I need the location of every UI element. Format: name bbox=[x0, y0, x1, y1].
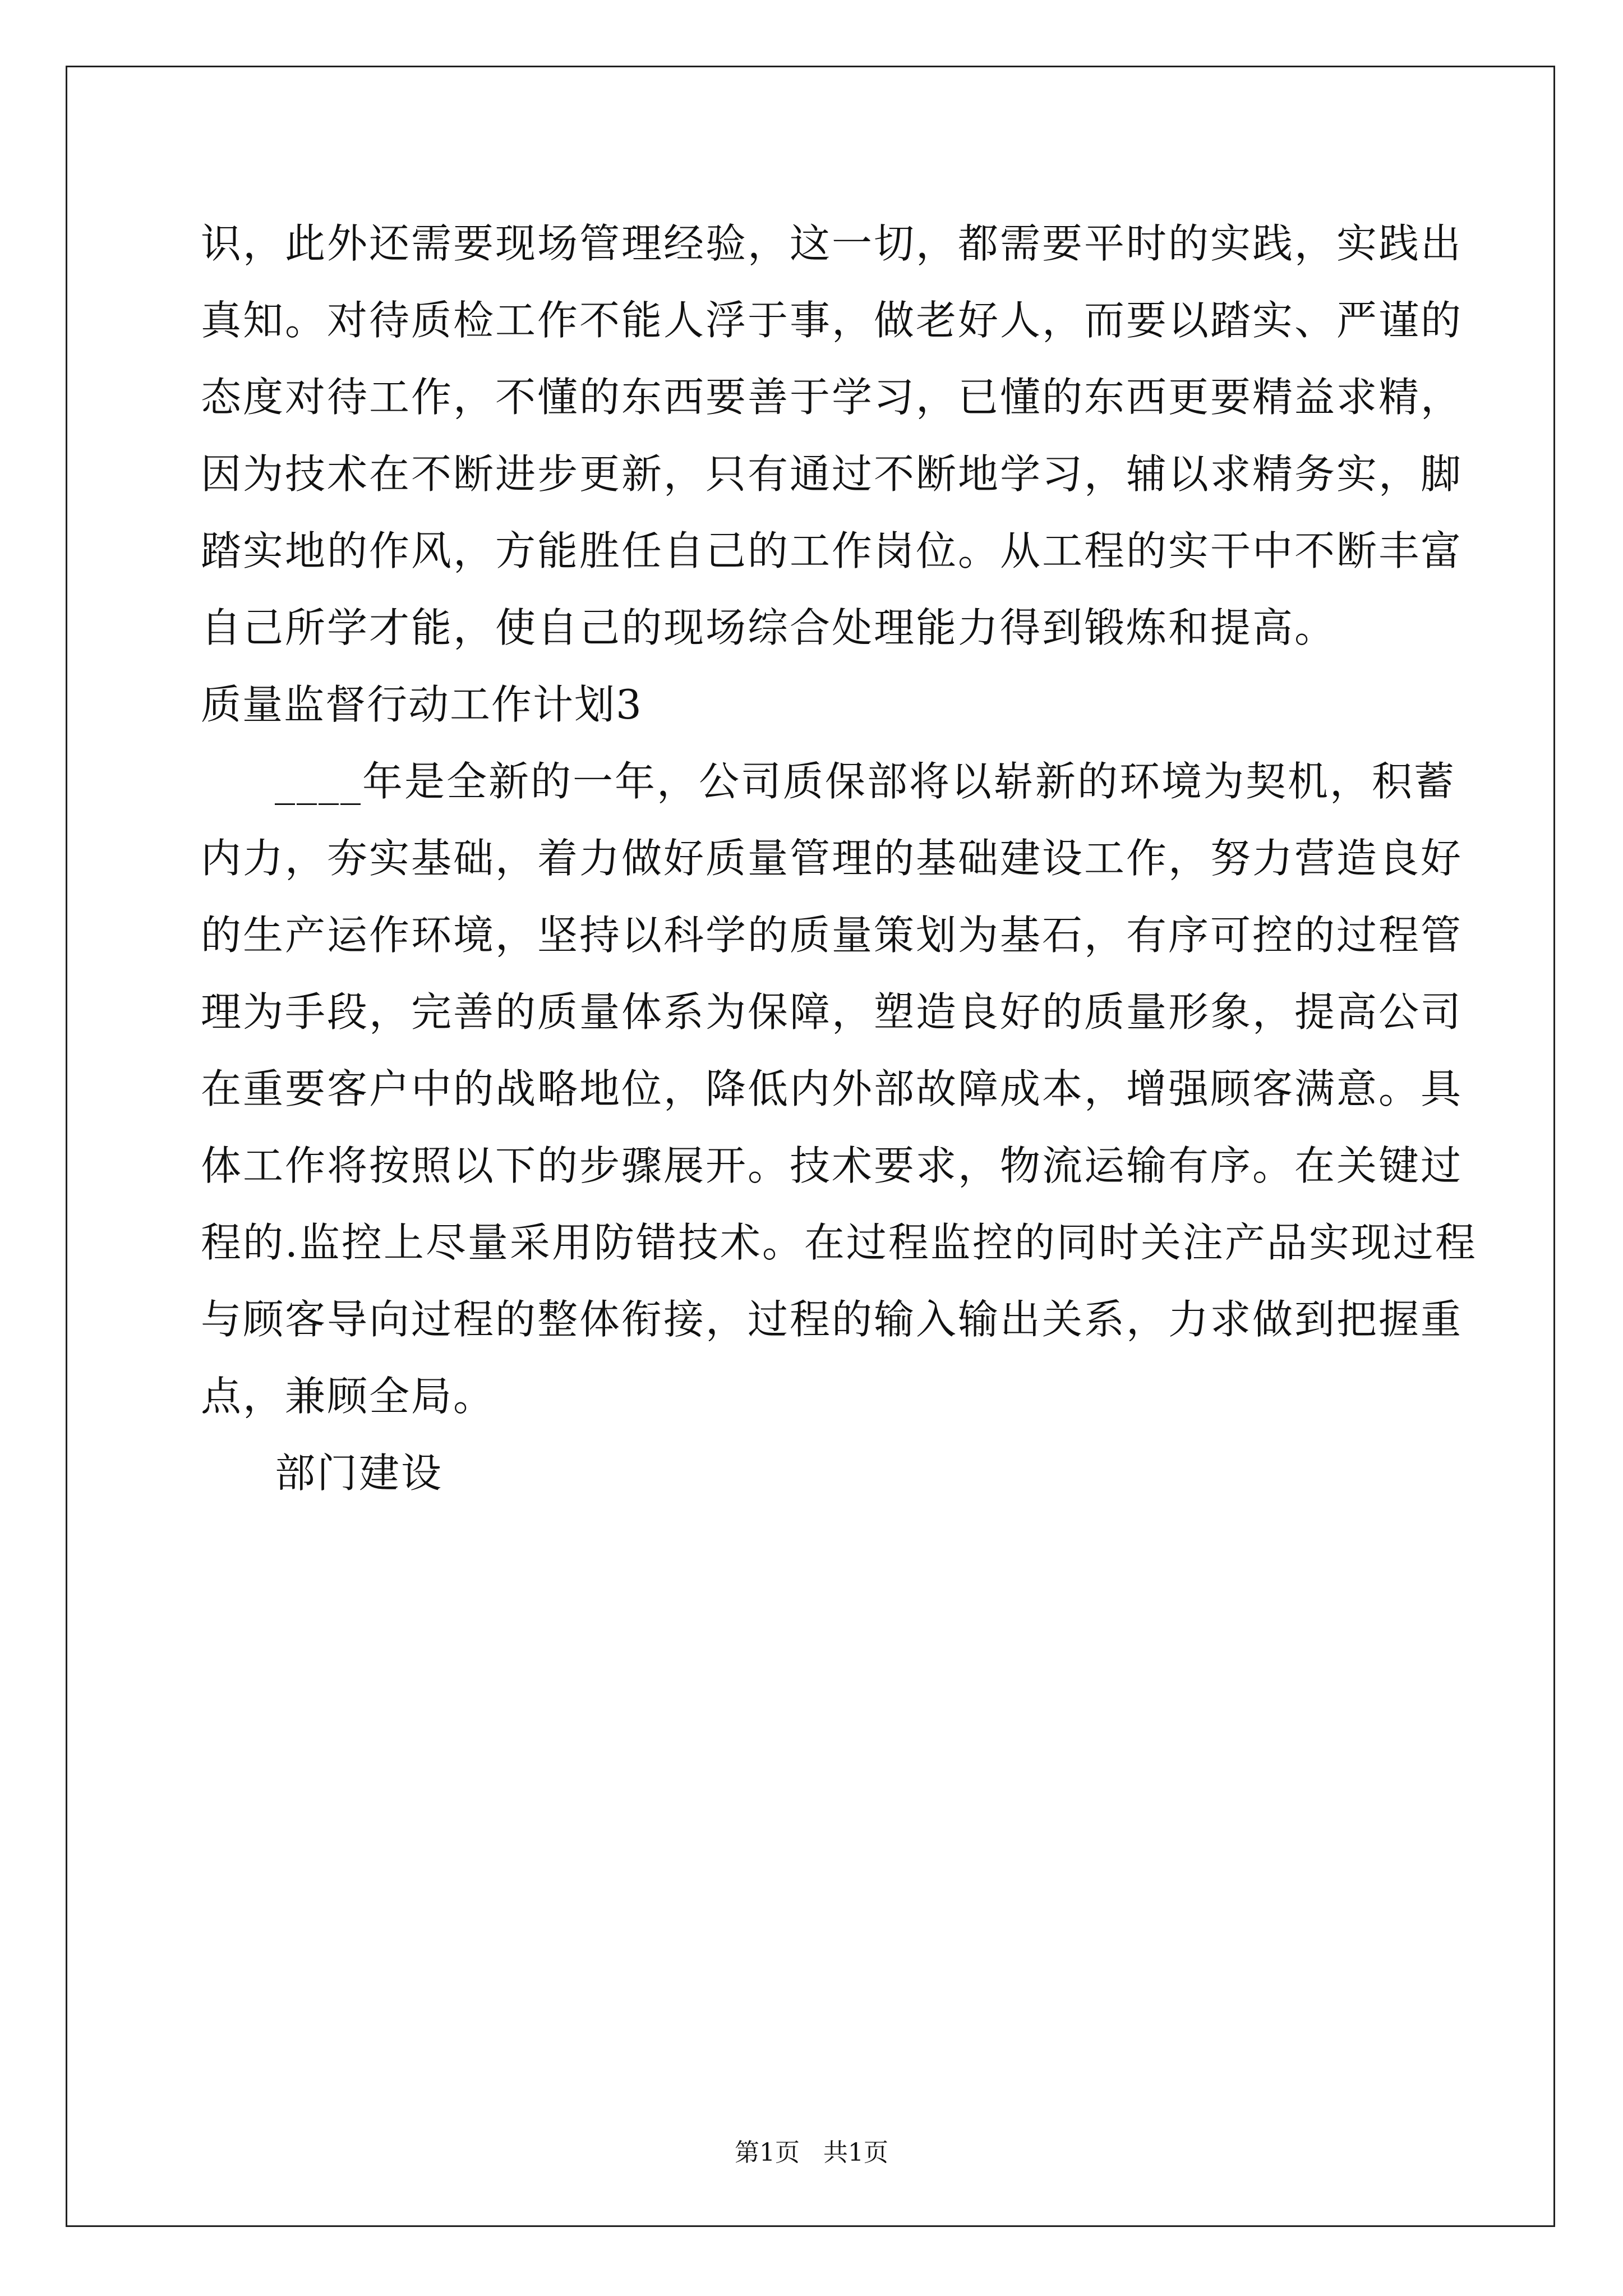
paragraph-line: 踏实地的作风，方能胜任自己的工作岗位。从工程的实干中不断丰富 bbox=[201, 527, 1463, 574]
paragraph-line: 的生产运作环境，坚持以科学的质量策划为基石，有序可控的过程管 bbox=[201, 912, 1463, 959]
paragraph-line: 自己所学才能，使自己的现场综合处理能力得到锻炼和提高。 bbox=[201, 604, 1337, 651]
paragraph-line: 态度对待工作，不懂的东西要善于学习，已懂的东西更要精益求精， bbox=[201, 374, 1463, 421]
paragraph-line: 点，兼顾全局。 bbox=[201, 1373, 496, 1420]
paragraph-line: 程的.监控上尽量采用防错技术。在过程监控的同时关注产品实现过程 bbox=[201, 1219, 1477, 1266]
paragraph-line: 与顾客导向过程的整体衔接，过程的输入输出关系，力求做到把握重 bbox=[201, 1296, 1463, 1343]
paragraph-line: 内力，夯实基础，着力做好质量管理的基础建设工作，努力营造良好 bbox=[201, 835, 1463, 882]
section-title: 质量监督行动工作计划3 bbox=[201, 681, 643, 728]
paragraph-line: 理为手段，完善的质量体系为保障，塑造良好的质量形象，提高公司 bbox=[201, 988, 1463, 1036]
paragraph-line: 真知。对待质检工作不能人浮于事，做老好人，而要以踏实、严谨的 bbox=[201, 297, 1463, 344]
paragraph-line: 在重要客户中的战略地位，降低内外部故障成本，增强顾客满意。具 bbox=[201, 1065, 1463, 1112]
paragraph-line: ____年是全新的一年，公司质保部将以崭新的环境为契机，积蓄 bbox=[275, 758, 1456, 805]
paragraph-line: 因为技术在不断进步更新，只有通过不断地学习，辅以求精务实，脚 bbox=[201, 450, 1463, 498]
subheading: 部门建设 bbox=[275, 1450, 444, 1497]
page-footer bbox=[0, 2136, 1623, 2170]
page-number: 第1页 bbox=[735, 2138, 800, 2167]
paragraph-line: 体工作将按照以下的步骤展开。技术要求，物流运输有序。在关键过 bbox=[201, 1142, 1463, 1189]
paragraph-line: 识，此外还需要现场管理经验，这一切，都需要平时的实践，实践出 bbox=[201, 220, 1463, 267]
page-total: 共1页 bbox=[823, 2138, 888, 2167]
